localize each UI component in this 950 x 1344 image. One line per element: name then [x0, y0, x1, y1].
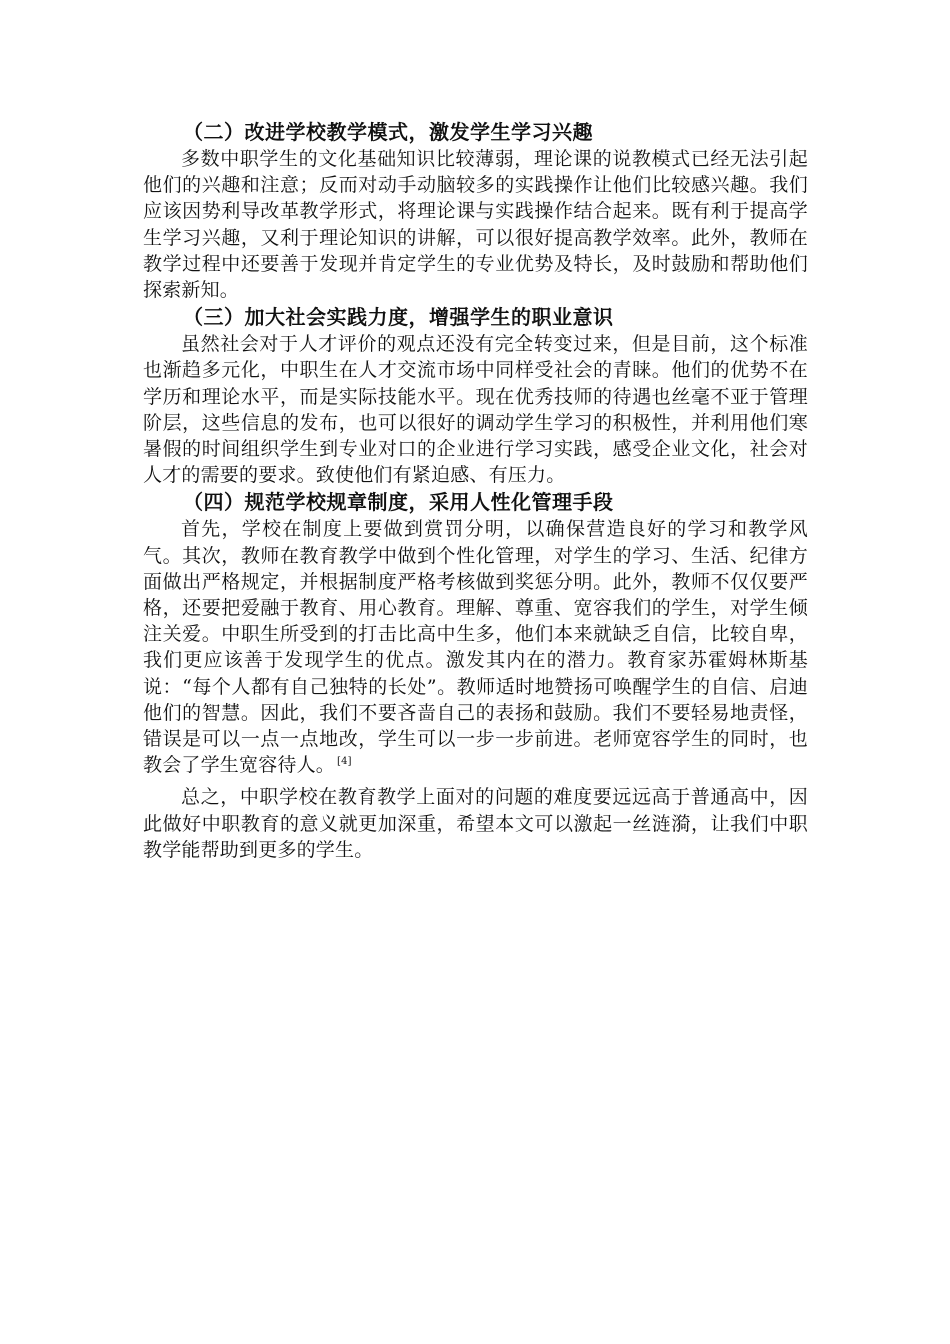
- section-heading-4: （四）规范学校规章制度，采用人性化管理手段: [183, 490, 614, 515]
- citation-marker: [4]: [337, 755, 352, 767]
- section-paragraph-3: 虽然社会对于人才评价的观点还没有完全转变过来，但是目前，这个标准也渐趋多元化，中职生在人才交流市场中同样受社会的青睐。他们的优势不在学历和理论水平，而是实际技能水平。现在优秀技师的待遇也丝毫不亚于管理阶层，这些信息的发布，也可以很好的调动学生学习的积极性，并利用他们寒暑假的时间组织学生到专业对口的企业进行学习实践，感受企业文化，社会对人才的需要的要求。致使他们有紧迫感、有压力。: [143, 333, 808, 487]
- section-paragraph-2: 多数中职学生的文化基础知识比较薄弱，理论课的说教模式已经无法引起他们的兴趣和注意；反而对动手动脑较多的实践操作让他们比较感兴趣。我们应该因势利导改革教学形式，将理论课与实践操作结合起来。既有利于提高学生学习兴趣，又利于理论知识的讲解，可以很好提高教学效率。此外，教师在教学过程中还要善于发现并肯定学生的专业优势及特长，及时鼓励和帮助他们探索新知。: [143, 148, 808, 302]
- section-heading-3: （三）加大社会实践力度，增强学生的职业意识: [183, 305, 614, 330]
- section-paragraph-4-text: 首先，学校在制度上要做到赏罚分明，以确保营造良好的学习和教学风气。其次，教师在教育教学中做到个性化管理，对学生的学习、生活、纪律方面做出严格规定，并根据制度严格考核做到奖惩分明。此外，教师不仅仅要严格，还要把爱融于教育、用心教育。理解、尊重、宽容我们的学生，对学生倾注关爱。中职生所受到的打击比高中生多，他们本来就缺乏自信，比较自卑，我们更应该善于发现学生的优点。激发其内在的潜力。教育家苏霍姆林斯基说：“每个人都有自己独特的长处”。教师适时地赞扬可唤醒学生的自信、启迪他们的智慧。因此，我们不要吝啬自己的表扬和鼓励。我们不要轻易地责怪，错误是可以一点一点地改，学生可以一步一步前进。老师宽容学生的同时，也教会了学生宽容待人。: [143, 518, 808, 777]
- conclusion-paragraph: 总之，中职学校在教育教学上面对的问题的难度要远远高于普通高中，因此做好中职教育的意义就更加深重，希望本文可以激起一丝涟漪，让我们中职教学能帮助到更多的学生。: [143, 786, 808, 861]
- section-paragraph-4: [143, 516, 808, 778]
- document-body: [143, 118, 808, 863]
- section-heading-2: （二）改进学校教学模式，激发学生学习兴趣: [183, 120, 593, 144]
